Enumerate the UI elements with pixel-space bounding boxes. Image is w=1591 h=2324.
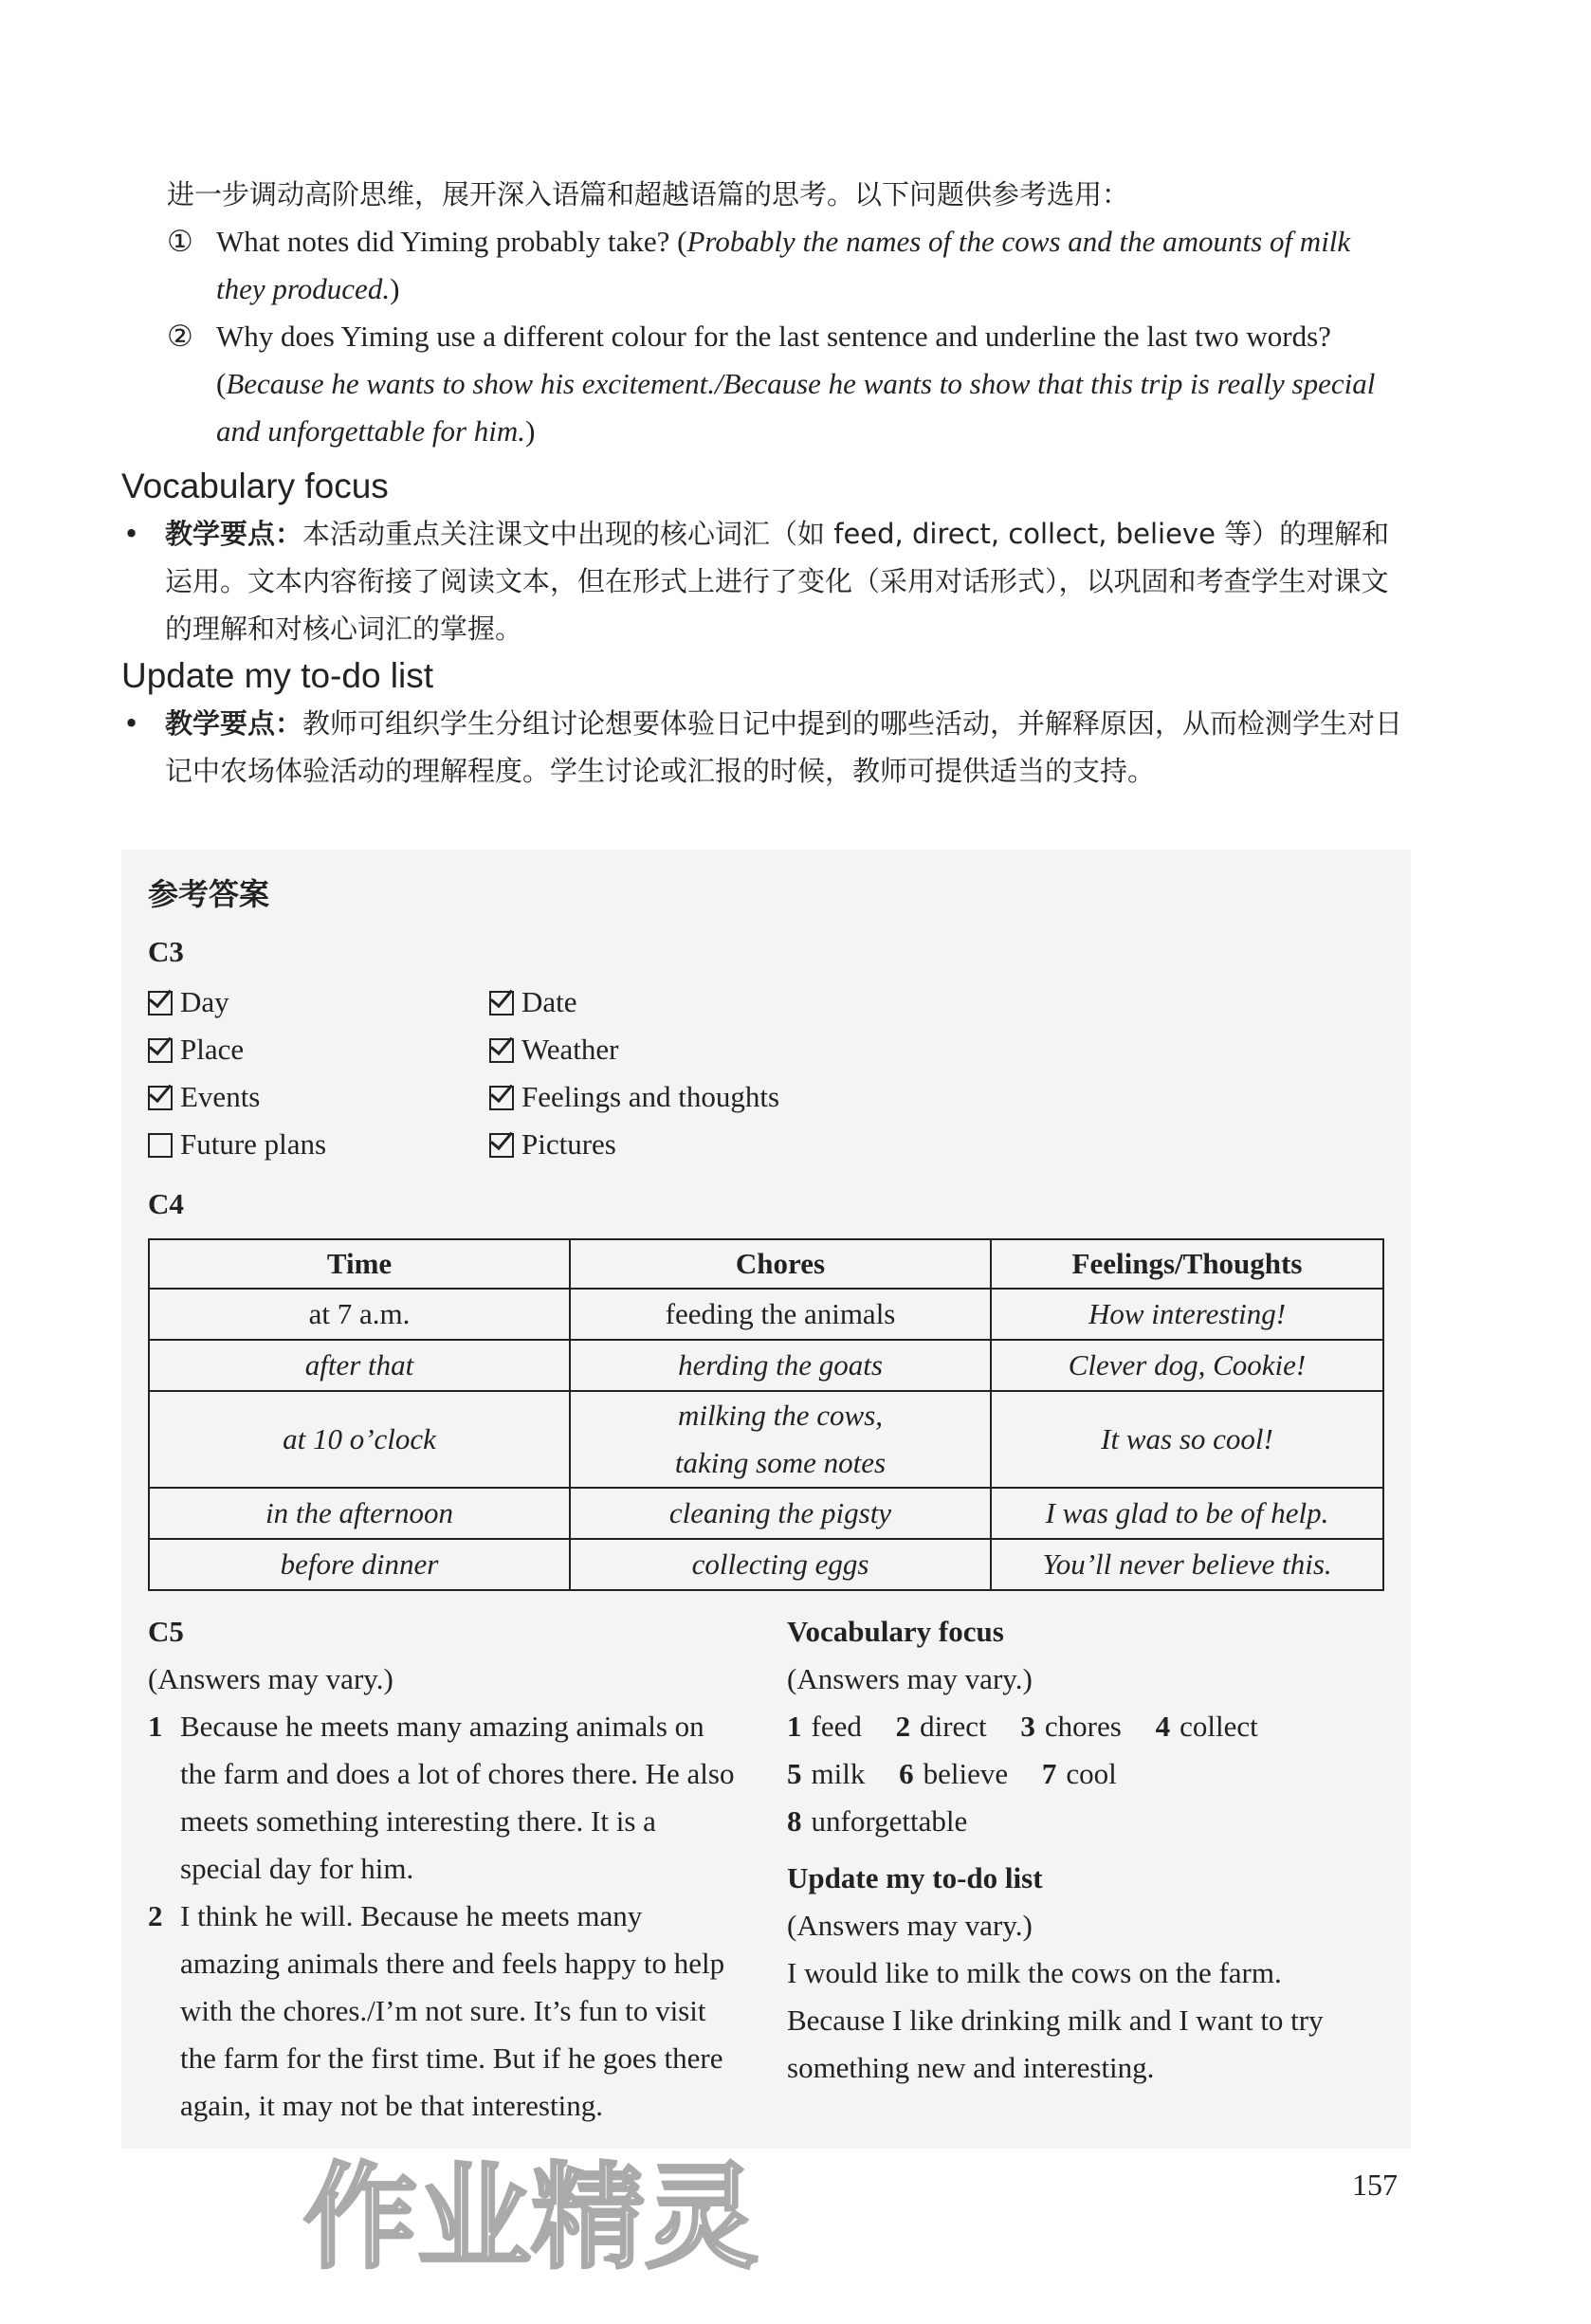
vocab-answer-label: Vocabulary focus: [787, 1615, 1004, 1648]
checkbox-checked-icon: [148, 1038, 173, 1063]
vocab-words-line: [787, 1703, 1384, 1750]
bullet-text: 教师可组织学生分组讨论想要体验日记中提到的哪些活动，并解释原因，从而检测学生对日记中农场体验活动的理解程度。学生讨论或汇报的时候，教师可提供适当的支持。: [165, 707, 1403, 787]
checklist-text: Feelings and thoughts: [521, 1080, 780, 1113]
watermark-logo-graphic: [294, 2143, 768, 2285]
word-number: 6: [899, 1757, 914, 1790]
question-number: ②: [167, 320, 193, 353]
word-number: 8: [787, 1804, 802, 1838]
feeling-cell: You’ll never believe this.: [991, 1539, 1383, 1590]
checklist-text: Place: [180, 1033, 245, 1066]
question-text: Why does Yiming use a different colour for the last sentence and underline the last two words? (: [216, 320, 1331, 400]
c3-label: C3: [148, 935, 184, 968]
column-header: Chores: [570, 1239, 991, 1289]
checklist-text: Events: [180, 1080, 261, 1113]
checkbox-checked-icon: [489, 1086, 514, 1110]
checklist-item: [489, 1121, 616, 1168]
bullet-label: 教学要点：: [165, 707, 303, 740]
intro-line: 进一步调动高阶思维，展开深入语篇和超越语篇的思考。以下问题供参考选用：: [167, 178, 1130, 210]
chores-line: milking the cows,: [677, 1399, 884, 1432]
answer-key-title: 参考答案: [148, 876, 270, 912]
question-close: ): [525, 414, 536, 448]
chores-cell: feeding the animals: [570, 1289, 991, 1340]
column-header: Feelings/Thoughts: [991, 1239, 1383, 1289]
c5-note: (Answers may vary.): [148, 1662, 393, 1695]
svg-text:作业精灵: 作业精灵: [303, 2152, 759, 2284]
c5-label: C5: [148, 1615, 184, 1648]
vocab-focus-section: [121, 463, 1411, 652]
vocab-word: collect: [1180, 1710, 1258, 1743]
vocab-word: milk: [811, 1757, 866, 1790]
answer-key-panel: [121, 850, 1411, 2149]
section-heading: Update my to-do list: [121, 656, 434, 695]
vocab-word: cool: [1066, 1757, 1117, 1790]
right-answers-block: [787, 1608, 1384, 2092]
feeling-cell: I was glad to be of help.: [991, 1488, 1383, 1539]
checklist-item: [148, 1073, 260, 1121]
question-1: [167, 218, 1404, 313]
question-2: [167, 313, 1404, 455]
question-answer: Because he wants to show his excitement./Because he wants to show that this trip is really special and unforgettable for him.: [216, 367, 1376, 448]
checklist-text: Date: [521, 985, 577, 1018]
chores-cell: herding the goats: [570, 1340, 991, 1391]
checkbox-checked-icon: [489, 1133, 514, 1158]
word-number: 5: [787, 1757, 802, 1790]
section-heading: Vocabulary focus: [121, 467, 389, 505]
word-number: 4: [1155, 1710, 1171, 1743]
checklist-item: [489, 1026, 619, 1073]
checklist-item: [489, 979, 577, 1026]
question-number: ①: [167, 225, 193, 258]
vocab-words-line: [787, 1750, 1384, 1798]
c4-table: [148, 1238, 1384, 1591]
column-header: Time: [149, 1239, 570, 1289]
intro-block: [167, 171, 1404, 455]
feeling-cell: It was so cool!: [991, 1391, 1383, 1488]
feeling-cell: How interesting!: [991, 1289, 1383, 1340]
checkbox-checked-icon: [148, 991, 173, 1016]
checklist-text: Pictures: [521, 1127, 616, 1161]
checklist-item: [148, 1121, 326, 1168]
checklist-item: [148, 1026, 244, 1073]
checklist-item: [489, 1073, 779, 1121]
chores-cell: collecting eggs: [570, 1539, 991, 1590]
vocab-word: unforgettable: [811, 1804, 968, 1838]
chores-line: taking some notes: [674, 1446, 887, 1479]
vocab-word: believe: [923, 1757, 1009, 1790]
bullet-point: [121, 700, 1411, 795]
checkbox-checked-icon: [489, 991, 514, 1016]
item-number: 2: [148, 1899, 163, 1932]
question-answer: Probably the names of the cows and the amounts of milk they produced.: [216, 225, 1351, 305]
table-row: [149, 1539, 1383, 1590]
time-cell: after that: [149, 1340, 570, 1391]
time-cell: at 7 a.m.: [149, 1289, 570, 1340]
bullet-text: 本活动重点关注课文中出现的核心词汇（如 feed, direct, collect, believe 等）的理解和运用。文本内容衔接了阅读文本，但在形式上进行了变化（采用对话形式），以巩固和考查学生对课文的理解和对核心词汇的掌握。: [165, 518, 1390, 645]
bullet-dot: •: [123, 707, 140, 740]
checkbox-empty-icon: [148, 1133, 173, 1158]
chores-cell: [570, 1391, 991, 1488]
vocab-words-line: [787, 1798, 1384, 1845]
checklist-text: Day: [180, 985, 229, 1018]
todo-section: [121, 652, 1411, 795]
vocab-answer-note: (Answers may vary.): [787, 1662, 1033, 1695]
item-text: Because he meets many amazing animals on the farm and does a lot of chores there. He also meets something interesting there. It is a special day for him.: [180, 1710, 735, 1885]
table-row: [149, 1340, 1383, 1391]
table-row: [149, 1391, 1383, 1488]
vocab-word: feed: [811, 1710, 862, 1743]
checkbox-checked-icon: [148, 1086, 173, 1110]
word-number: 7: [1041, 1757, 1057, 1790]
item-number: 1: [148, 1710, 163, 1743]
time-cell: before dinner: [149, 1539, 570, 1590]
table-row: [149, 1488, 1383, 1539]
chores-cell: cleaning the pigsty: [570, 1488, 991, 1539]
bullet-dot: •: [123, 518, 140, 550]
vocab-word: chores: [1044, 1710, 1122, 1743]
word-number: 1: [787, 1710, 802, 1743]
table-row: [149, 1289, 1383, 1340]
bullet-label: 教学要点：: [165, 518, 303, 550]
c5-answer-item: [148, 1893, 736, 2130]
time-cell: at 10 o’clock: [149, 1391, 570, 1488]
item-text: I think he will. Because he meets many amazing animals there and feels happy to help with the chores./I’m not sure. It’s fun to visit the farm for the first time. But if he goes there again, it may not be that interesting.: [180, 1899, 725, 2122]
feeling-cell: Clever dog, Cookie!: [991, 1340, 1383, 1391]
checkbox-checked-icon: [489, 1038, 514, 1063]
c5-block: [148, 1608, 736, 2130]
checklist-text: Future plans: [180, 1127, 327, 1161]
word-number: 2: [895, 1710, 911, 1743]
bullet-point: [121, 510, 1411, 652]
checklist-item: [148, 979, 229, 1026]
c5-answer-item: [148, 1703, 736, 1893]
todo-answer-label: Update my to-do list: [787, 1861, 1043, 1894]
todo-answer-text: I would like to milk the cows on the farm. Because I like drinking milk and I want to try something new and interesting.: [787, 1956, 1324, 2084]
vocab-word: direct: [920, 1710, 987, 1743]
question-text: What notes did Yiming probably take? (: [216, 225, 687, 258]
page-number: 157: [1352, 2168, 1398, 2202]
watermark-logo: [294, 2143, 768, 2289]
table-header-row: [149, 1239, 1383, 1289]
word-number: 3: [1020, 1710, 1035, 1743]
time-cell: in the afternoon: [149, 1488, 570, 1539]
checklist-text: Weather: [521, 1033, 619, 1066]
question-close: ): [390, 272, 400, 305]
todo-answer-note: (Answers may vary.): [787, 1909, 1033, 1942]
c4-label: C4: [148, 1187, 184, 1220]
